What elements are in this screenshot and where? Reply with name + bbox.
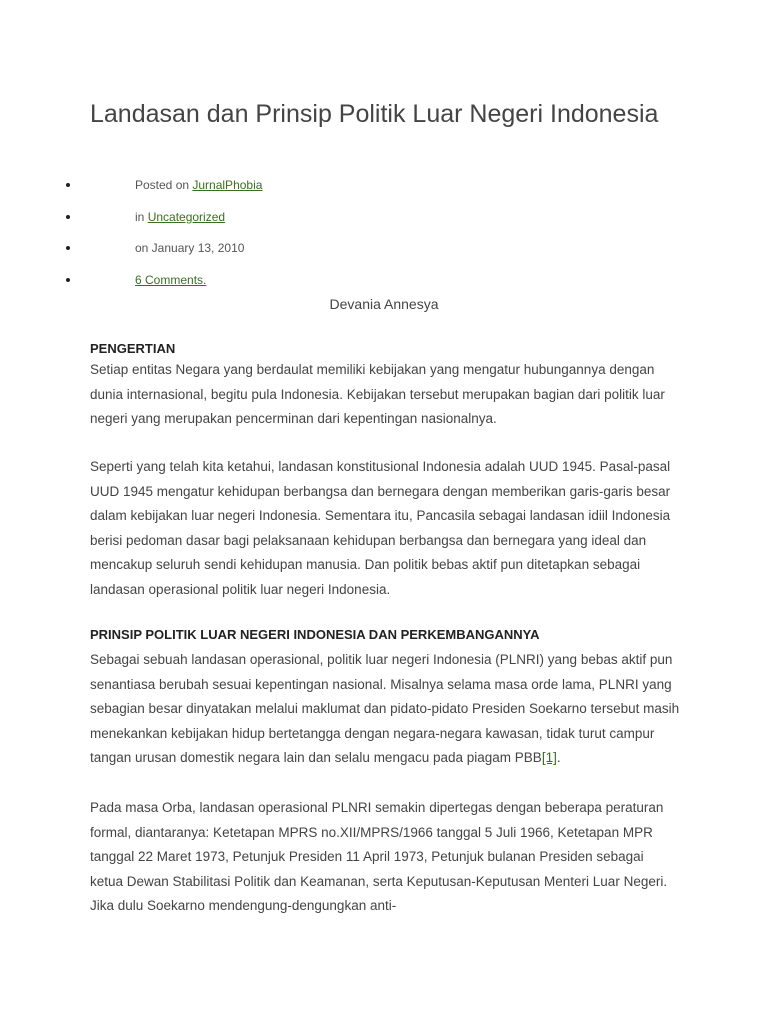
category-link[interactable]: Uncategorized <box>147 210 226 224</box>
paragraph-pengertian-2: Seperti yang telah kita ketahui, landasan konstitusional Indonesia adalah UUD 1945. Pasal-pasal UUD 1945 mengatur kehidupan berbangsa dan bernegara dengan memberikan garis-garis besar dalam kebijakan luar negeri Indonesia. Sementara itu, Pancasila sebagai landasan idiil Indonesia berisi pedoman dasar bagi pelaksanaan kehidupan berbangsa dan bernegara yang ideal dan mencakup seluruh sendi kehidupan manusia. Dan politik bebas aktif pun ditetapkan sebagai landasan operasional politik luar negeri Indonesia. <box>90 459 671 597</box>
author-line: Devania Annesya <box>329 296 439 312</box>
post-title: Landasan dan Prinsip Politik Luar Negeri Indonesia <box>90 100 659 128</box>
paragraph-prinsip-1-text: Sebagai sebuah landasan operasional, politik luar negeri Indonesia (PLNRI) yang bebas aktif pun senantiasa berubah sesuai kepentingan nasional. Misalnya selama masa orde lama, PLNRI yang sebagian besar dinyatakan melalui maklumat dan pidato-pidato Presiden Soekarno tersebut masih menekankan kebijakan hidup bertetangga dengan negara-negara kawasan, tidak turut campur tangan urusan domestik negara lain dan selalu mengacu pada piagam PBB <box>90 652 680 766</box>
paragraph-prinsip-2: Pada masa Orba, landasan operasional PLNRI semakin dipertegas dengan beberapa peraturan formal, diantaranya: Ketetapan MPRS no.XII/MPRS/1966 tanggal 5 Juli 1966, Ketetapan MPR tanggal 22 Maret 1973, Petunjuk Presiden 11 April 1973, Petunjuk bulanan Presiden sebagai ketua Dewan Stabilitasi Politik dan Keamanan, serta Keputusan-Keputusan Menteri Luar Negeri. Jika dulu Soekarno mendengung-dengungkan anti- <box>90 800 668 914</box>
posted-prefix: Posted on <box>135 178 193 192</box>
comments-link[interactable]: 6 Comments. <box>135 273 207 287</box>
bullet-icon <box>66 183 70 187</box>
category-prefix: in <box>135 210 148 224</box>
bullet-icon <box>66 278 70 282</box>
footnote-link[interactable]: [1] <box>541 750 557 766</box>
author-link[interactable]: JurnalPhobia <box>192 178 263 192</box>
paragraph-pengertian-1: Setiap entitas Negara yang berdaulat memiliki kebijakan yang mengatur hubungannya dengan dunia internasional, begitu pula Indonesia. Kebijakan tersebut merupakan bagian dari politik luar negeri yang merupakan pencerminan dari kepentingan nasionalnya. <box>90 362 665 427</box>
section-heading-pengertian: PENGERTIAN <box>90 341 176 356</box>
meta-date <box>0 238 400 258</box>
paragraph-prinsip-1 <box>90 648 680 771</box>
meta-comments <box>0 270 400 290</box>
paragraph-prinsip-1-end: . <box>556 750 561 766</box>
bullet-icon <box>66 215 70 219</box>
section-heading-prinsip: PRINSIP POLITIK LUAR NEGERI INDONESIA DAN PERKEMBANGANNYA <box>90 627 540 642</box>
meta-category <box>0 207 400 227</box>
bullet-icon <box>66 246 70 250</box>
meta-posted-on <box>0 175 400 195</box>
post-date: on January 13, 2010 <box>135 241 245 255</box>
